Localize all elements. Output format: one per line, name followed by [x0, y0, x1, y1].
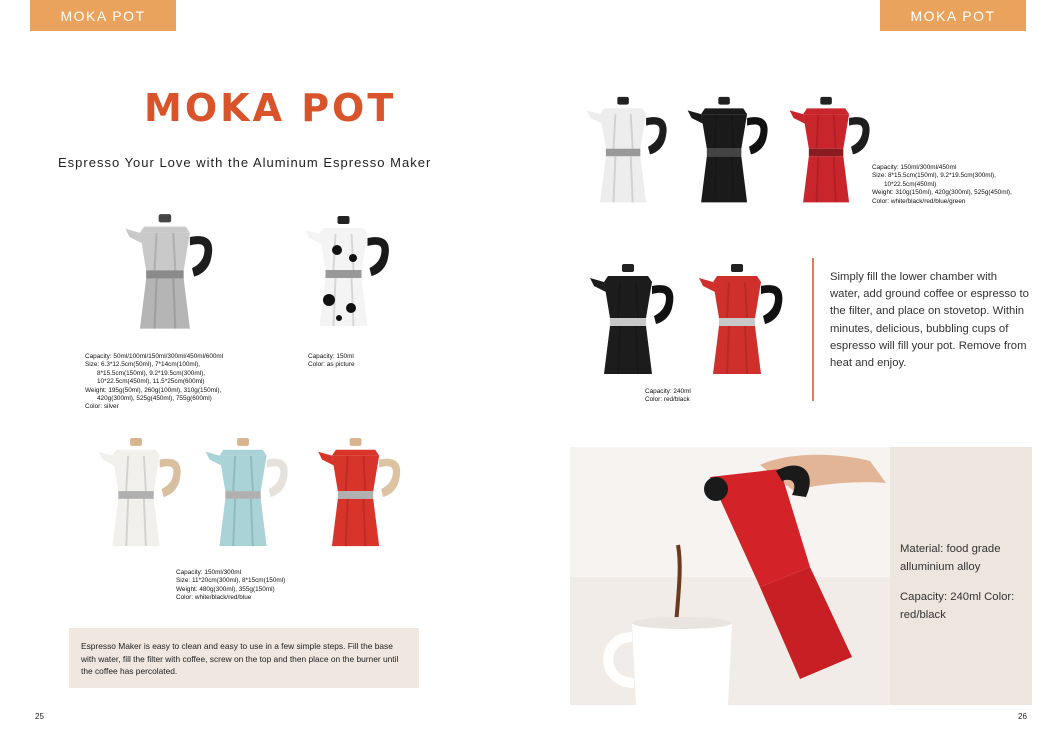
white-wood-handle-pot-image	[88, 436, 188, 554]
description-divider	[812, 258, 814, 401]
black-moka-pot-image	[676, 95, 776, 210]
capacity-color-text: Capacity: 240ml Color: red/black	[900, 591, 1015, 621]
black-induction-pot-image	[575, 262, 685, 382]
cow-print-moka-pot-image	[293, 214, 398, 334]
header-tab-right: MOKA POT	[880, 0, 1026, 31]
header-tab-left: MOKA POT	[30, 0, 176, 31]
red-moka-pot-image	[778, 95, 878, 210]
white-moka-pot-image	[575, 95, 675, 210]
pouring-coffee-photo	[570, 447, 890, 705]
red-wood-handle-pot-image	[305, 436, 410, 554]
page-title: MOKA POT	[144, 86, 397, 130]
cow-pot-specs: Capacity: 150ml Color: as picture	[308, 353, 355, 369]
trio-pot-specs: Capacity: 150ml/300ml/450ml Size: 8*15.5cm(150ml), 9.2*19.5cm(300ml), 10*22.5cm(450ml) Weight: 310g(150ml), 420g(300ml), 525g(450ml), Color: white/black/red/blue/green	[872, 164, 1012, 205]
page-number-left: 25	[35, 712, 44, 721]
silver-pot-specs: Capacity: 50ml/100ml/150ml/300ml/450ml/600ml Size: 6.3*12.5cm(50ml), 7*14cm(100ml), 8*15.5cm(150ml), 9.2*19.5cm(300ml), 10*22.5cm(450ml), 11.5*25cm(600ml) Weight: 195g(50ml), 260g(100ml), 310g(150ml), 420g(300ml), 525g(450ml), 755g(600ml) Color: silver	[85, 353, 224, 411]
material-text: Material: food grade alluminium alloy	[900, 543, 1001, 573]
red-induction-pot-image	[684, 262, 794, 382]
blue-wood-handle-pot-image	[195, 436, 295, 554]
page-subtitle: Espresso Your Love with the Aluminum Espresso Maker	[58, 155, 432, 170]
product-description: Simply fill the lower chamber with water, add ground coffee or espresso to the filter, and place on stovetop. Within minutes, delicious, bubbling cups of espresso will fill your pot. Remove from heat and enjoy.	[830, 271, 1029, 370]
page-number-right: 26	[1018, 712, 1027, 721]
silver-moka-pot-image	[112, 212, 222, 337]
usage-note: Espresso Maker is easy to clean and easy to use in a few simple steps. Fill the base with water, fill the filter with coffee, screw on the top and then place on the burner until the coffee has percolated.	[69, 628, 419, 688]
pair-pot-specs: Capacity: 240ml Color: red/black	[645, 388, 691, 404]
photo-caption-panel	[890, 447, 1032, 705]
wood-handle-specs: Capacity: 150ml/300ml Size: 11*20cm(300ml), 8*15cm(150ml) Weight: 480g(300ml), 355g(150ml) Color: white/black/red/blue	[176, 569, 286, 602]
